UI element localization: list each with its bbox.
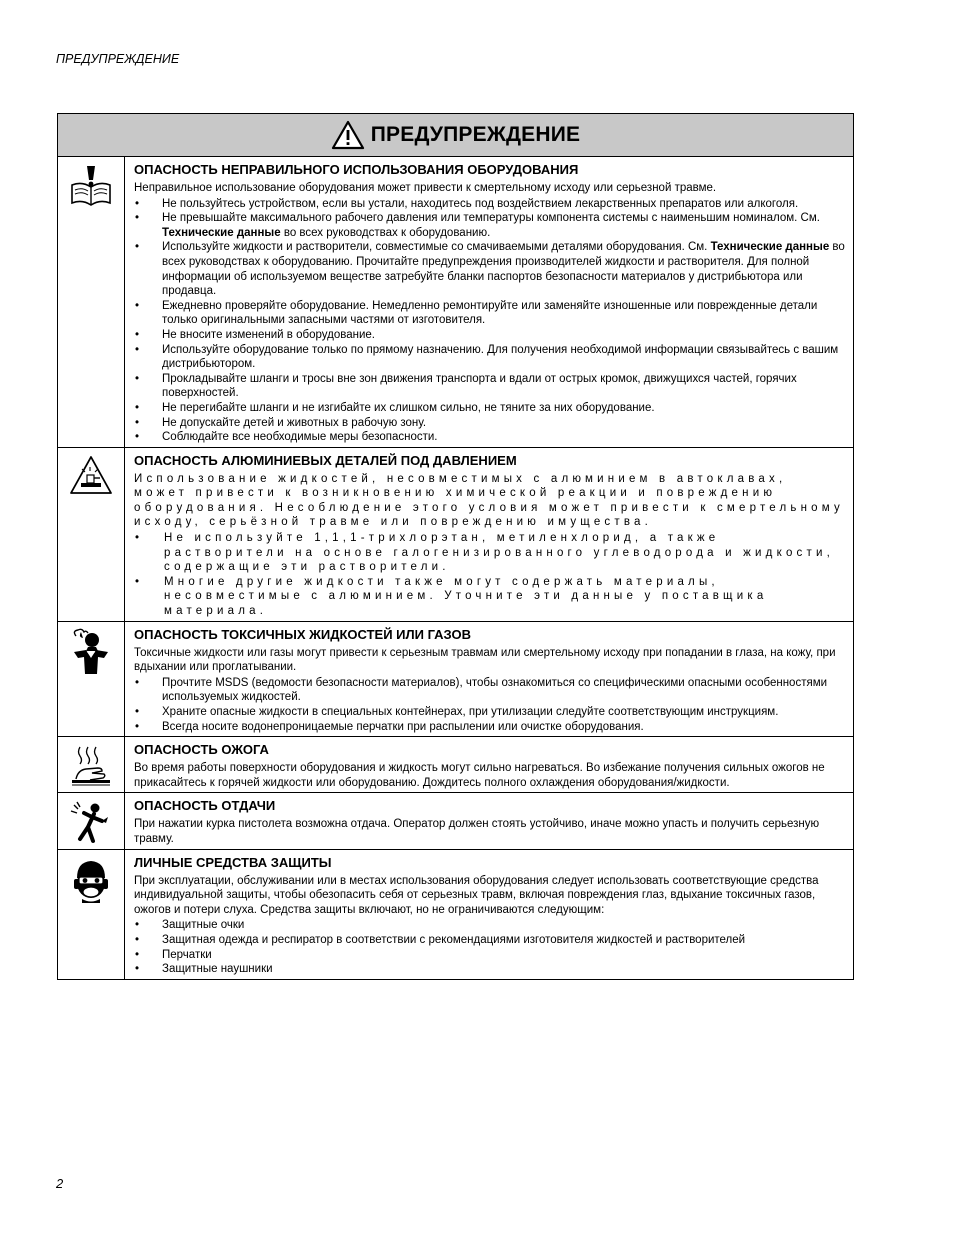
hazard-row-toxic-fluids (58, 622, 853, 738)
hazard-icon-cell (58, 622, 125, 737)
bullet-item: • Не вносите изменений в оборудование. (134, 328, 845, 343)
hazard-title: ОПАСНОСТЬ ОЖОГА (134, 742, 269, 758)
hazard-text-cell (125, 793, 853, 848)
hazard-description: Токсичные жидкости или газы могут привести к серьезным травмам или смертельному исходу при попадании в глаза, на кожу, при вдыхании или проглатывании. (134, 646, 836, 674)
bullet-item (134, 240, 845, 298)
bullet-item: • Ежедневно проверяйте оборудование. Немедленно ремонтируйте или заменяйте изношенные или поврежденные детали только оригинальными запасными частями от изготовителя. (134, 299, 845, 328)
hazard-icon-cell (58, 157, 125, 447)
hazard-icon-cell (58, 737, 125, 792)
hazard-bullet-list (134, 918, 845, 976)
running-head: ПРЕДУПРЕЖДЕНИЕ (56, 52, 180, 66)
hazard-text-cell (125, 157, 853, 447)
hazard-icon-cell (58, 850, 125, 979)
hot-surface-icon (68, 743, 114, 789)
hazard-description: Использование жидкостей, несовместимых с алюминием в автоклавах, может привести к возникновению химической реакции и повреждению оборудования. Несоблюдение этого условия может привести к смертельному исходу, серьёзной травме или повреждению имущества. (134, 472, 844, 529)
hazard-row-protective-equipment (58, 850, 853, 979)
bullet-text: Не превышайте максимального рабочего давления или температуры компонента системы с наименьшим номиналом. См. (162, 212, 820, 225)
hazard-description: При нажатии курка пистолета возможна отдача. Оператор должен стоять устойчиво, иначе можно упасть и получить серьезную травму. (134, 818, 820, 845)
bullet-item: • Не допускайте детей и животных в рабочую зону. (134, 416, 845, 431)
bullet-item (134, 211, 845, 240)
toxic-fumes-icon (68, 628, 114, 676)
hazard-description: Во время работы поверхности оборудования и жидкость могут сильно нагреваться. Во избежание получения сильных ожогов не прикасайтесь к горячей жидкости или оборудованию. Дождитесь полного охлаждения оборудования/жидкости. (134, 762, 825, 789)
bullet-item: • Прочтите MSDS (ведомости безопасности материалов), чтобы ознакомиться со специфическими опасными особенностями используемых жидкостей. (134, 676, 845, 705)
bullet-item: • Защитные наушники (134, 962, 845, 977)
warning-triangle-icon (331, 120, 365, 150)
protective-equipment-icon (68, 856, 114, 906)
read-manual-icon (68, 163, 114, 209)
bullet-text: во всех руководствах к оборудованию. Прочитайте предупреждения производителей жидкости и растворителя. Для полной информации об используемом веществе затребуйте бланки паспортов безопасности материалов у дистрибьютора или продавца. (162, 241, 845, 298)
page-number: 2 (56, 1176, 64, 1191)
bullet-item: • Не пользуйтесь устройством, если вы устали, находитесь под воздействием лекарственных препаратов или алкоголя. (134, 197, 845, 212)
bullet-item: • Всегда носите водонепроницаемые перчатки при распылении или очистке оборудования. (134, 720, 845, 735)
hazard-title: ОПАСНОСТЬ ТОКСИЧНЫХ ЖИДКОСТЕЙ ИЛИ ГАЗОВ (134, 626, 471, 642)
hazard-title: ОПАСНОСТЬ НЕПРАВИЛЬНОГО ИСПОЛЬЗОВАНИЯ ОБОРУДОВАНИЯ (134, 162, 579, 177)
bullet-item: • Не используйте 1,1,1-трихлорэтан, метиленхлорид, а также растворители на основе галогенизированного углеводорода и жидкости, содержащие эти растворители. (134, 531, 845, 575)
hazard-bullet-list (134, 676, 845, 734)
hazard-description: При эксплуатации, обслуживании или в местах использования оборудования следует использовать соответствующие средства индивидуальной защиты, чтобы обезопасить себя от серьезных травм, включая повреждения глаз, вдыхание токсичных газов, ожогов и потери слуха. Средства защиты включают, но не ограничиваются следующим: (134, 874, 819, 916)
bullet-text: Используйте жидкости и растворители, совместимые со смачиваемыми деталями оборудования. См. (162, 241, 711, 254)
warning-header-title: ПРЕДУПРЕЖДЕНИЕ (370, 123, 581, 146)
bullet-item: • Используйте оборудование только по прямому назначению. Для получения необходимой информации связывайтесь с вашим дистрибьютором. (134, 343, 845, 372)
hazard-row-pressurized-aluminum (58, 448, 853, 622)
hazard-icon-cell (58, 793, 125, 848)
warning-header (58, 114, 853, 157)
hazard-title: ЛИЧНЫЕ СРЕДСТВА ЗАЩИТЫ (134, 854, 332, 870)
warning-table (57, 113, 854, 980)
hazard-text-cell (125, 448, 853, 621)
hazard-row-kickback (58, 793, 853, 849)
bullet-item: • Прокладывайте шланги и тросы вне зон движения транспорта и вдали от острых кромок, движущихся частей, горячих поверхностей. (134, 372, 845, 401)
hazard-text-cell (125, 850, 853, 979)
hazard-icon-cell (58, 448, 125, 621)
bullet-bold-text: Технические данные (162, 226, 281, 239)
bullet-text: во всех руководствах к оборудованию. (280, 226, 491, 239)
hazard-row-burn (58, 737, 853, 793)
hazard-text-cell (125, 622, 853, 737)
hazard-description: Неправильное использование оборудования может привести к смертельному исходу или серьезной травме. (134, 182, 717, 194)
hazard-bullet-list (134, 531, 845, 619)
bullet-item: • Защитная одежда и респиратор в соответствии с рекомендациями изготовителя жидкостей и растворителей (134, 933, 845, 948)
bullet-item: • Храните опасные жидкости в специальных контейнерах, при утилизации следуйте соответствующим инструкциям. (134, 705, 845, 720)
hazard-bullet-list (134, 197, 845, 445)
bullet-item: • Защитные очки (134, 918, 845, 933)
pressurized-aluminum-icon (68, 454, 114, 496)
hazard-title: ОПАСНОСТЬ АЛЮМИНИЕВЫХ ДЕТАЛЕЙ ПОД ДАВЛЕНИЕМ (134, 452, 517, 468)
hazard-text-cell (125, 737, 853, 792)
bullet-item: • Соблюдайте все необходимые меры безопасности. (134, 430, 845, 445)
bullet-item: • Перчатки (134, 948, 845, 963)
bullet-bold-text: Технические данные (710, 241, 830, 254)
hazard-title: ОПАСНОСТЬ ОТДАЧИ (134, 798, 276, 814)
kickback-icon (68, 799, 114, 845)
bullet-item: • Не перегибайте шланги и не изгибайте их слишком сильно, не тяните за них оборудование. (134, 401, 845, 416)
bullet-item: • Многие другие жидкости также могут содержать материалы, несовместимые с алюминием. Уточните эти данные у поставщика материала. (134, 575, 845, 619)
hazard-row-equipment-misuse (58, 157, 853, 448)
